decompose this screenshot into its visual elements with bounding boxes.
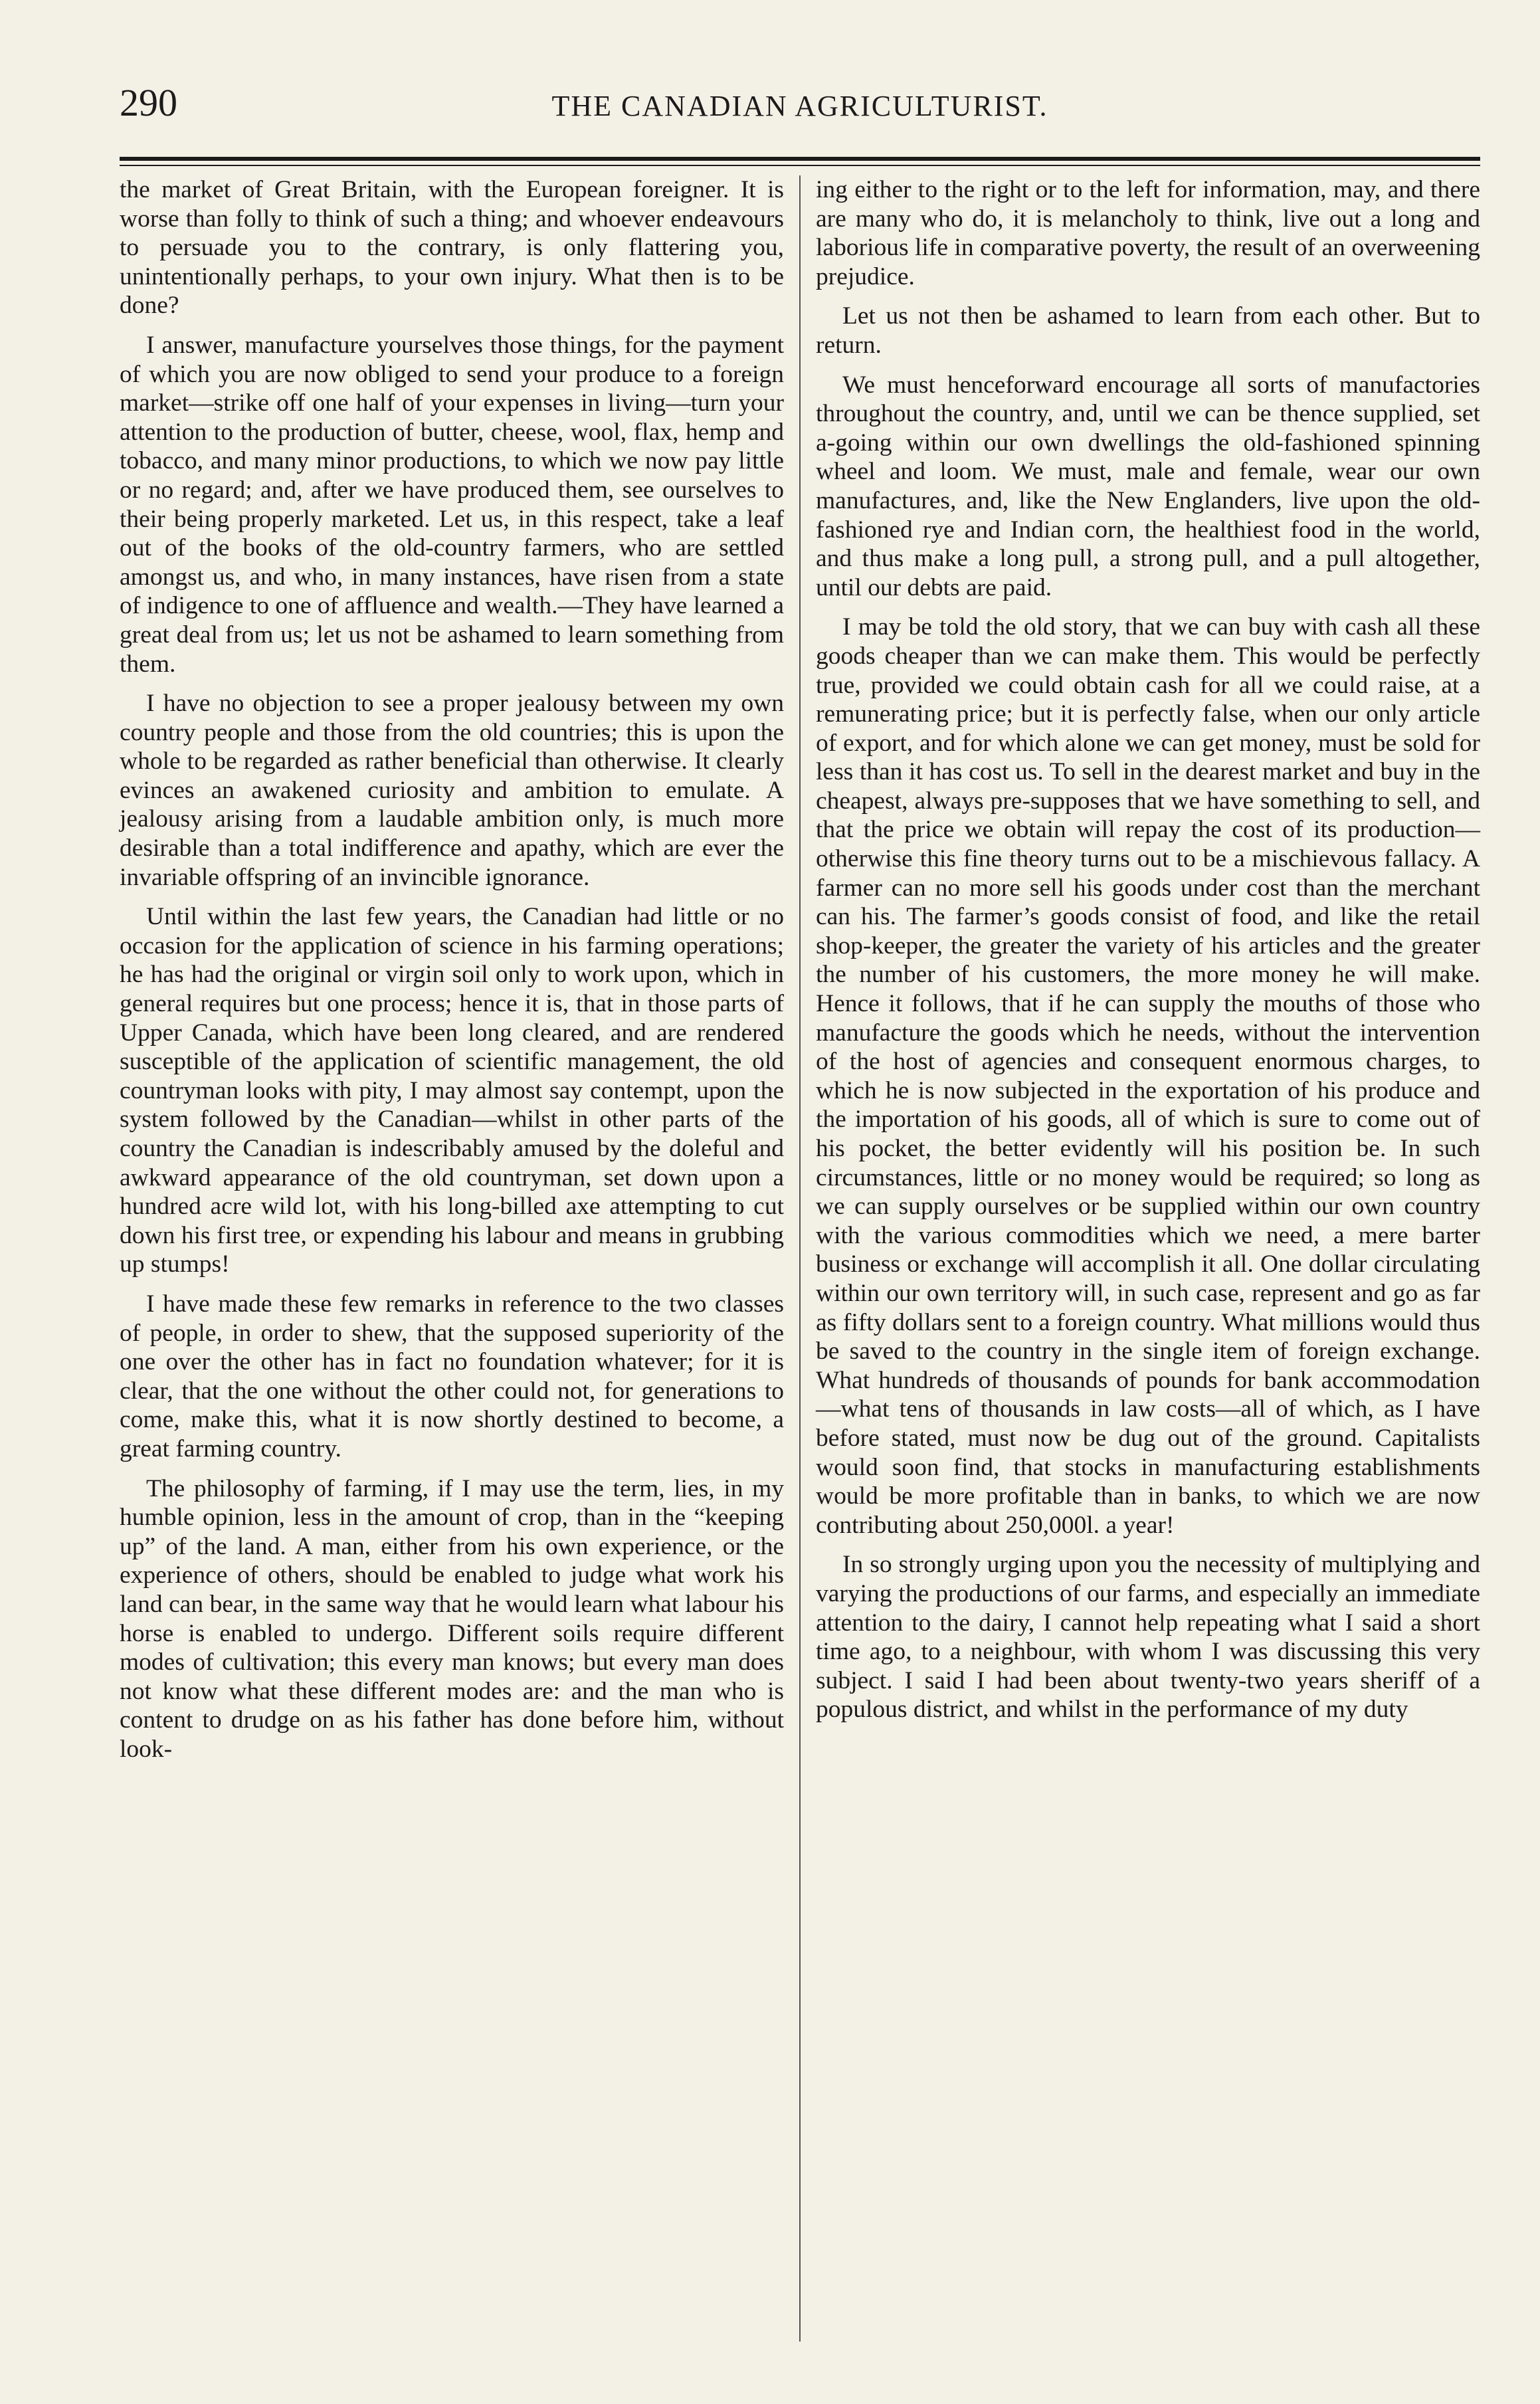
left-column xyxy=(120,175,784,2342)
header-rules xyxy=(120,157,1480,166)
header-rule-thick xyxy=(120,157,1480,161)
paragraph: ing either to the right or to the left for information, may, and there are many who do, it is melancholy to think, live out a long and laborious life in comparative poverty, the result of an overweening prejudice. xyxy=(816,176,1480,290)
paragraph: In so strongly urging upon you the necessity of multiplying and varying the productions of our farms, and especially an immediate attention to the dairy, I cannot help repeating what I said a short time ago, to a neighbour, with whom I was discussing this very subject. I said I had been about twenty-two years sheriff of a populous district, and whilst in the performance of my duty xyxy=(816,1551,1480,1724)
column-divider xyxy=(799,175,801,2342)
paragraph: the market of Great Britain, with the European foreigner. It is worse than folly to think of such a thing; and whoever endeavours to persuade you to the contrary, is only flattering you, unintentionally perhaps, to your own injury. What then is to be done? xyxy=(120,176,784,320)
paragraph: I have made these few remarks in reference to the two classes of people, in order to shew, that the supposed superiority of the one over the other has in fact no foundation whatever; for it is clear, that the one without the other could not, for generations to come, make this, what it is now shortly destined to become, a great farming country. xyxy=(120,1290,784,1462)
paragraph: Let us not then be ashamed to learn from each other. But to return. xyxy=(816,302,1480,359)
right-column xyxy=(816,175,1480,2342)
page-header xyxy=(120,80,1480,140)
paragraph: The philosophy of farming, if I may use the term, lies, in my humble opinion, less in the amount of crop, than in the “keeping up” of the land. A man, either from his own experience, or the experience of others, should be enabled to judge what work his land can bear, in the same way that he would learn what labour his horse is enabled to undergo. Different soils require different modes of cultivation; this every man knows; but every man does not know what these different modes are: and the man who is content to drudge on as his father has done before him, without look- xyxy=(120,1474,784,1763)
paragraph: Until within the last few years, the Canadian had little or no occasion for the application of science in his farming operations; he has had the original or virgin soil only to work upon, which in general requires but one process; hence it is, that in those parts of Upper Canada, which have been long cleared, and are rendered susceptible of the application of scientific management, the old countryman looks with pity, I may almost say contempt, upon the system followed by the Canadian—whilst in other parts of the country the Canadian is indescribably amused by the doleful and awkward appearance of the old countryman, set down upon a hundred acre wild lot, with his long-billed axe attempting to cut down his first tree, or expending his labour and means in grubbing up stumps! xyxy=(120,903,784,1278)
paragraph: We must henceforward encourage all sorts of manufactories throughout the country, and, until we can be thence supplied, set a-going within our own dwellings the old-fashioned spinning wheel and loom. We must, male and female, wear our own manufactures, and, like the New Englanders, live upon the old-fashioned rye and Indian corn, the healthiest food in the world, and thus make a long pull, a strong pull, and a pull altogether, until our debts are paid. xyxy=(816,371,1480,601)
paragraph: I may be told the old story, that we can buy with cash all these goods cheaper than we can make them. This would be perfectly true, provided we could obtain cash for all we could raise, at a remunerating price; but it is perfectly false, when our only article of export, and for which alone we can get money, must be sold for less than it has cost us. To sell in the dearest market and buy in the cheapest, always pre-supposes that we have something to sell, and that the price we obtain will repay the cost of its production—otherwise this fine theory turns out to be a mischievous fallacy. A farmer can no more sell his goods under cost than the merchant can his. The farmer’s goods consist of food, and like the retail shop-keeper, the greater the variety of his articles and the greater the number of his customers, the more money he will make. Hence it follows, that if he can supply the mouths of those who manufacture the goods which he needs, without the intervention of the host of agencies and consequent enormous charges, to which he is now subjected in the exportation of his produce and the importation of his goods, all of which is sure to come out of his pocket, the better evidently will his position be. In such circumstances, little or no money would be required; so long as we can supply ourselves or be supplied within our own country with the various commodities which we need, a mere barter business or exchange will accomplish it all. One dollar circulating within our own territory will, in such case, represent and go as far as fifty dollars sent to a foreign country. What millions would thus be saved to the country in the single item of foreign exchange. What hundreds of thousands of pounds for bank accommodation—what tens of thousands in law costs—all of which, as I have before stated, must now be dug out of the ground. Capitalists would soon find, that stocks in manufacturing establishments would be more profitable than in banks, to which we are now contributing about 250,000l. a year! xyxy=(816,613,1480,1539)
paragraph: I have no objection to see a proper jealousy between my own country people and those from the old countries; this is upon the whole to be regarded as rather beneficial than otherwise. It clearly evinces an awakened curiosity and ambition to emulate. A jealousy arising from a laudable ambition only, is much more desirable than a total indifference and apathy, which are ever the invariable offspring of an invincible ignorance. xyxy=(120,690,784,891)
paragraph: I answer, manufacture yourselves those things, for the payment of which you are now obliged to send your produce to a foreign market—strike off one half of your expenses in living—turn your attention to the production of butter, cheese, wool, flax, hemp and tobacco, and many minor productions, to which we now pay little or no regard; and, after we have produced them, see ourselves to their being properly marketed. Let us, in this respect, take a leaf out of the books of the old-country farmers, who are settled amongst us, and who, in many instances, have risen from a state of indigence to one of affluence and wealth.—They have learned a great deal from us; let us not be ashamed to learn something from them. xyxy=(120,331,784,678)
running-title: THE CANADIAN AGRICULTURIST. xyxy=(551,90,1048,122)
page-number: 290 xyxy=(120,81,177,124)
text-columns xyxy=(120,175,1480,2342)
header-rule-thin xyxy=(120,165,1480,166)
